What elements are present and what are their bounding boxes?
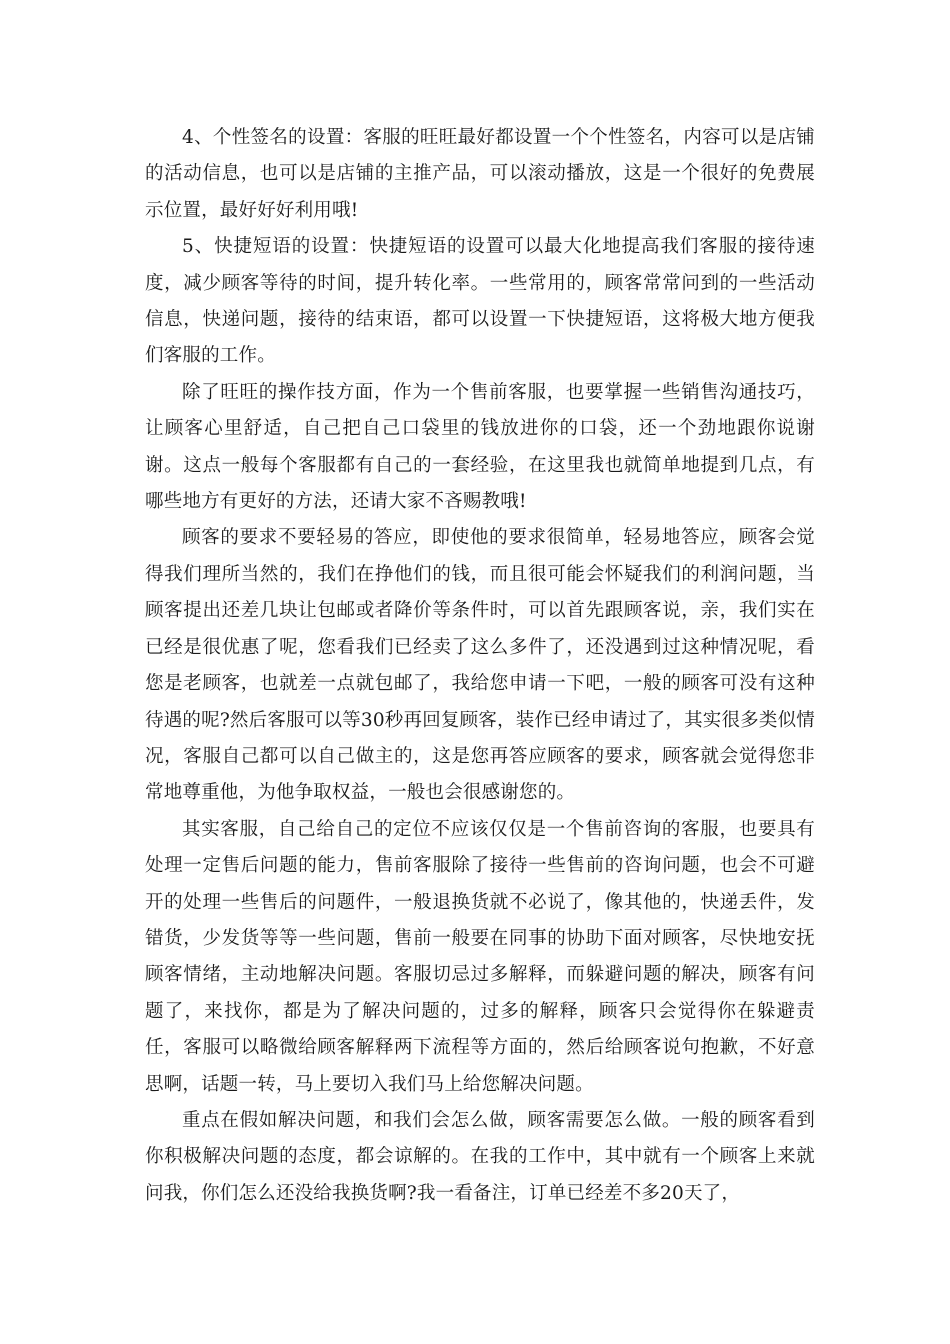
paragraph-customer-requests: 顾客的要求不要轻易的答应，即使他的要求很简单，轻易地答应，顾客会觉得我们理所当然的，我们在挣他们的钱，而且很可能会怀疑我们的利润问题，当顾客提出还差几块让包邮或者降价等条件时，可以首先跟顾客说，亲，我们实在已经是很优惠了呢，您看我们已经卖了这么多件了，还没遇到过这种情况呢，看您是老顾客，也就差一点就包邮了，我给您申请一下吧，一般的顾客可没有这种待遇的呢?然后客服可以等30秒再回复顾客，装作已经申请过了，其实很多类似情况，客服自己都可以自己做主的，这是您再答应顾客的要求，顾客就会觉得您非常地尊重他，为他争取权益，一般也会很感谢您的。 <box>145 527 815 804</box>
paragraph-problem-solving: 重点在假如解决问题，和我们会怎么做，顾客需要怎么做。一般的顾客看到你积极解决问题的态度，都会谅解的。在我的工作中，其中就有一个顾客上来就问我，你们怎么还没给我换货啊?我一看备注，订单已经差不多20天了， <box>145 1109 815 1204</box>
document-body <box>145 120 815 1212</box>
paragraph-sales-skills: 除了旺旺的操作技方面，作为一个售前客服，也要掌握一些销售沟通技巧，让顾客心里舒适，自己把自己口袋里的钱放进你的口袋，还一个劲地跟你说谢谢。这点一般每个客服都有自己的一套经验，在这里我也就简单地提到几点，有哪些地方有更好的方法，还请大家不吝赐教哦! <box>145 381 815 513</box>
paragraph-signature-setting: 4、个性签名的设置：客服的旺旺最好都设置一个个性签名，内容可以是店铺的活动信息，也可以是店铺的主推产品，可以滚动播放，这是一个很好的免费展示位置，最好好好利用哦! <box>145 127 815 221</box>
paragraph-quick-phrases: 5、快捷短语的设置：快捷短语的设置可以最大化地提高我们客服的接待速度，减少顾客等待的时间，提升转化率。一些常用的，顾客常常问到的一些活动信息，快递问题，接待的结束语，都可以设置一下快捷短语，这将极大地方便我们客服的工作。 <box>145 236 815 367</box>
paragraph-after-sales: 其实客服，自己给自己的定位不应该仅仅是一个售前咨询的客服，也要具有处理一定售后问题的能力，售前客服除了接待一些售前的咨询问题，也会不可避开的处理一些售后的问题件，一般退换货就不必说了，像其他的，快递丢件，发错货，少发货等等一些问题，售前一般要在同事的协助下面对顾客，尽快地安抚顾客情绪，主动地解决问题。客服切忌过多解释，而躲避问题的解决，顾客有问题了，来找你，都是为了解决问题的，过多的解释，顾客只会觉得你在躲避责任，客服可以略微给顾客解释两下流程等方面的，然后给顾客说句抱歉，不好意思啊，话题一转，马上要切入我们马上给您解决问题。 <box>145 818 815 1095</box>
